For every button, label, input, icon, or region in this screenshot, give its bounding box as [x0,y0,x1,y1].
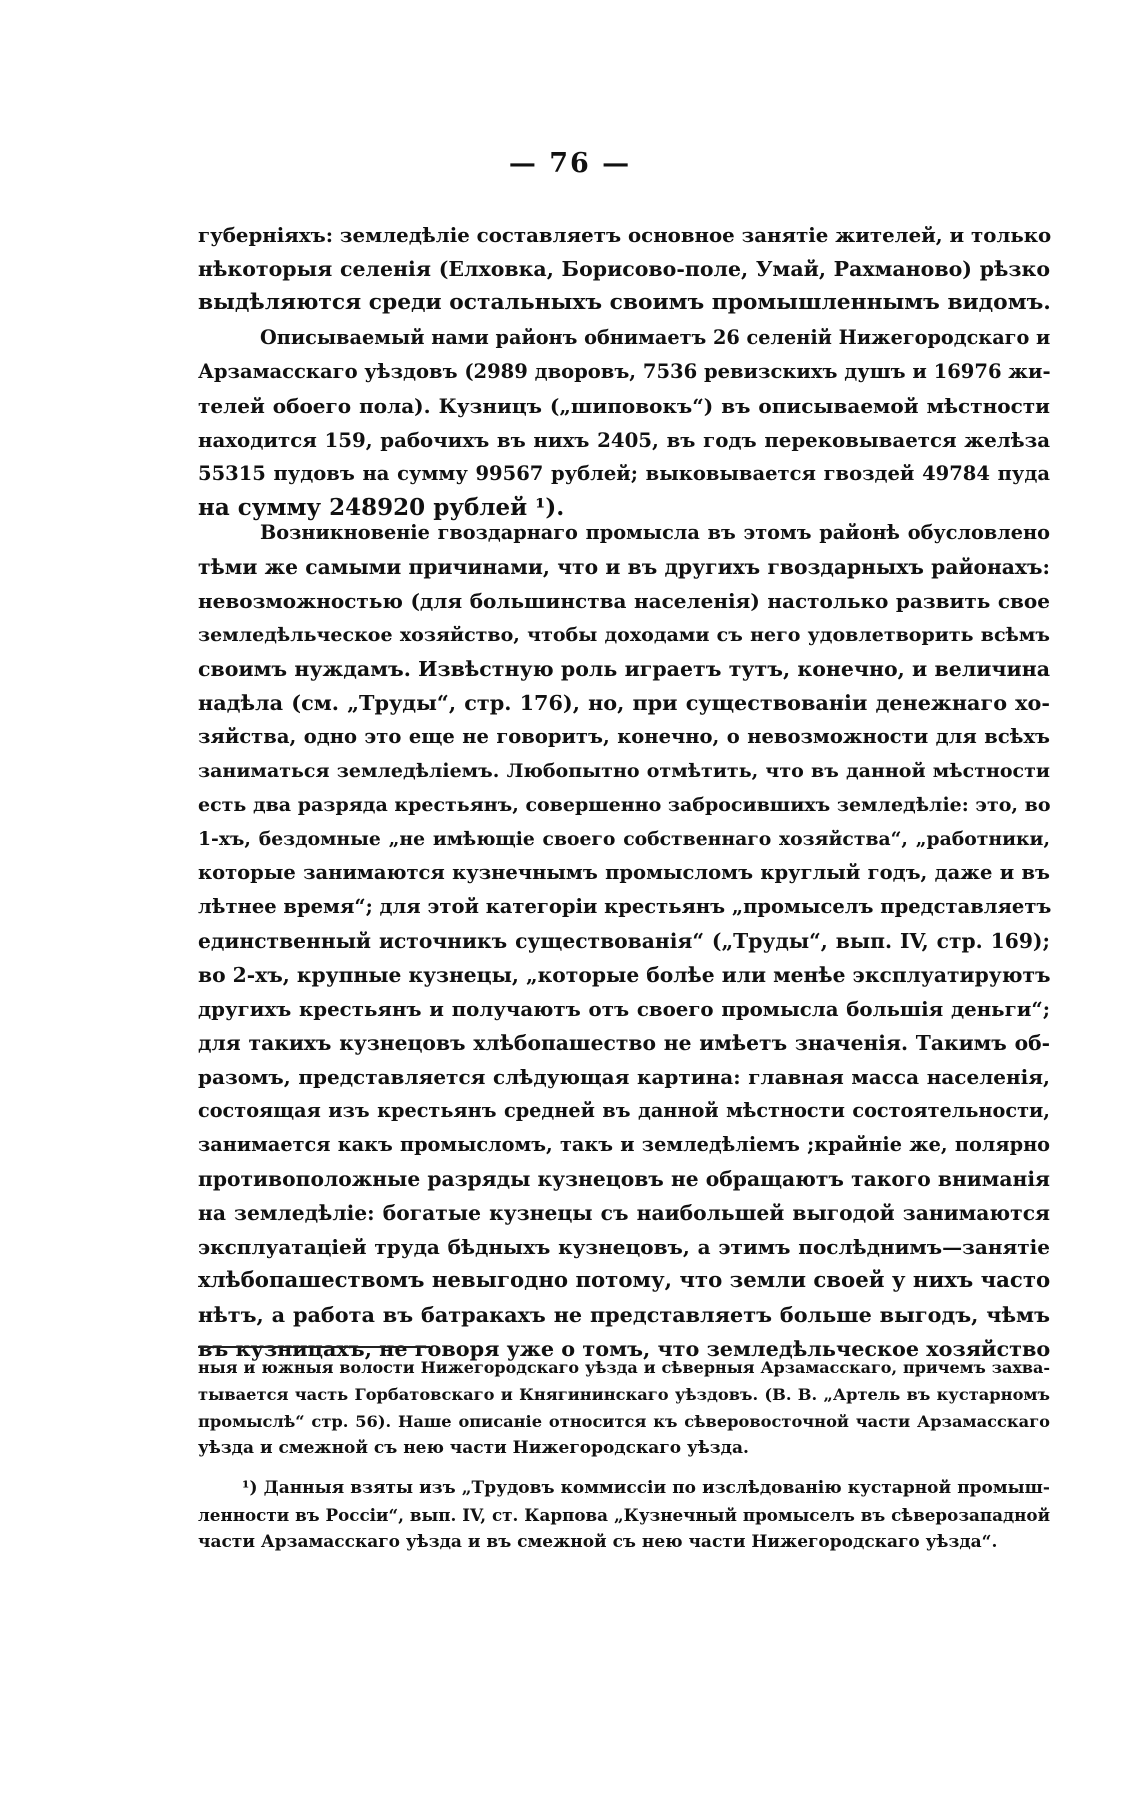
text-line: на земледѣліе: богатые кузнецы съ наибольшей выгодой занимаются [198,1201,1050,1225]
text-line: во 2-хъ, крупные кузнецы, „которые болѣе или менѣе эксплуатируютъ [198,963,1051,987]
text-line: нѣтъ, а работа въ батракахъ не представляетъ больше выгодъ, чѣмъ [198,1303,1050,1327]
text-line: заниматься земледѣліемъ. Любопытно отмѣтить, что въ данной мѣстности [198,760,1050,782]
text-line: невозможностью (для большинства населенія) настолько развить свое [198,589,1050,613]
paragraph-origin-of-trade [198,516,1050,1366]
text-line: разомъ, представляется слѣдующая картина: главная масса населенія, [198,1065,1050,1089]
text-line: 1-хъ, бездомные „не имѣющіе своего собственнаго хозяйства“, „работники, [198,828,1050,850]
text-line: состоящая изъ крестьянъ средней въ данной мѣстности состоятельности, [198,1099,1050,1122]
text-line: противоположные разряды кузнецовъ не обращаютъ такого вниманія [198,1167,1050,1191]
paragraph-continuation [198,218,1050,320]
text-line: выдѣляются среди остальныхъ своимъ промышленнымъ видомъ. [198,290,1051,315]
text-line: 55315 пудовъ на сумму 99567 рублей; выковывается гвоздей 49784 пуда [198,462,1050,485]
text-line: губерніяхъ: земледѣліе составляетъ основное занятіе жителей, и только [198,223,1052,247]
text-line: находится 159, рабочихъ въ нихъ 2405, въ годъ перековывается желѣза [198,428,1050,452]
text-line: занимается какъ промысломъ, такъ и земледѣліемъ ;крайніе же, полярно [198,1133,1050,1156]
text-line: тѣми же самыми причинами, что и въ другихъ гвоздарныхъ районахъ: [198,555,1050,579]
text-line: надѣла (см. „Труды“, стр. 176), но, при существованіи денежнаго хо- [198,691,1050,715]
text-line: хлѣбопашествомъ невыгодно потому, что земли своей у нихъ часто [198,1268,1051,1293]
text-line: земледѣльческое хозяйство, чтобы доходами съ него удовлетворить всѣмъ [198,624,1050,646]
footnote-line: промыслѣ“ стр. 56). Наше описаніе относится къ сѣверовосточной части Арзамасскаго [198,1412,1050,1431]
text-line: для такихъ кузнецовъ хлѣбопашество не имѣетъ значенія. Такимъ об- [198,1031,1050,1055]
text-line: на сумму 248920 рублей ¹). [198,494,565,521]
text-line: эксплуатаціей труда бѣдныхъ кузнецовъ, а этимъ послѣднимъ—занятіе [198,1235,1050,1259]
footnote-divider [198,1346,430,1348]
text-line: въ кузницахъ, не говоря уже о томъ, что земледѣльческое хозяйство [198,1337,1051,1361]
text-line: Возникновеніе гвоздарнаго промысла въ этомъ районѣ обусловлено [260,521,1050,544]
footnote-line: ныя и южныя волости Нижегородскаго уѣзда и сѣверныя Арзамасскаго, причемъ захва- [198,1358,1050,1377]
footnote-line: части Арзамасскаго уѣзда и въ смежной съ нею части Нижегородскаго уѣзда“. [198,1532,998,1552]
text-line: нѣкоторыя селенія (Елховка, Борисово-поле, Умай, Рахманово) рѣзко [198,257,1050,281]
text-line: Арзамасскаго уѣздовъ (2989 дворовъ, 7536 ревизскихъ душъ и 16976 жи- [198,360,1051,383]
text-line: своимъ нуждамъ. Извѣстную роль играетъ тутъ, конечно, и величина [198,657,1050,681]
footnote-line: тывается часть Горбатовскаго и Княгининскаго уѣздовъ. (В. В. „Артель въ кустарномъ [198,1385,1050,1404]
footnote-line: ¹) Данныя взяты изъ „Трудовъ коммиссіи по изслѣдованію кустарной промыш- [242,1478,1050,1498]
text-line: телей обоего пола). Кузницъ („шиповокъ“) въ описываемой мѣстности [198,394,1050,418]
paragraph-district-description [198,321,1050,525]
text-line: единственный источникъ существованія“ („Труды“, вып. IV, стр. 169); [198,929,1050,953]
footnote-line: уѣзда и смежной съ нею части Нижегородскаго уѣзда. [198,1438,749,1458]
footnote-continuation [198,1354,1050,1462]
text-line: другихъ крестьянъ и получаютъ отъ своего промысла большія деньги“; [198,997,1050,1021]
text-line: которые занимаются кузнечнымъ промысломъ круглый годъ, даже и въ [198,861,1050,884]
text-line: есть два разряда крестьянъ, совершенно забросившихъ земледѣліе: это, во [198,794,1051,816]
footnote-1 [198,1475,1050,1556]
page-number: — 76 — [508,148,632,179]
text-line: Описываемый нами районъ обнимаетъ 26 селеній Нижегородскаго и [260,326,1051,349]
footnote-line: ленности въ Россіи“, вып. IV, ст. Карпова „Кузнечный промыселъ въ сѣверозападной [198,1505,1050,1525]
text-line: зяйства, одно это еще не говоритъ, конечно, о невозможности для всѣхъ [198,725,1050,748]
text-line: лѣтнее время“; для этой категоріи крестьянъ „промыселъ представляетъ [198,895,1052,918]
